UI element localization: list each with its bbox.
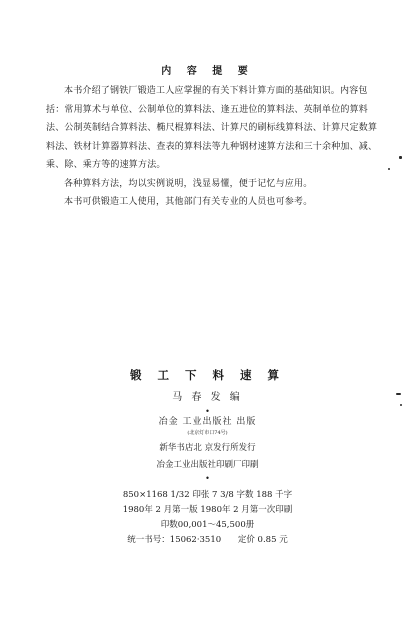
- scan-speck: [399, 156, 402, 159]
- publication-separator: •: [205, 474, 210, 483]
- summary-paragraph-3: 本书可供锻造工人使用，其他部门有关专业的人员也可参考。: [64, 197, 313, 207]
- price: 定价 0.85 元: [237, 535, 288, 545]
- printing-info: [0, 488, 415, 548]
- printer: 冶金工业出版社印刷厂印刷: [156, 460, 259, 470]
- publication-block: [0, 414, 415, 483]
- distributor: 新华书店北 京发行所发行: [159, 443, 256, 453]
- summary-paragraph-1: 本书介绍了钢铁厂锻造工人应掌握的有关下料计算方面的基础知识。内容包括：常用算术与单位、公制单位的算料法、逢五进位的算料法、英制单位的算料法、公制英制结合算料法、椭尺棍算料法、计算尺的刷标线算料法、计算尺定数算料法、铁材计算器算料法、查表的算料法等九种钢材速算方法和三十余种加、减、乘、除、乘方等的速算方法。: [46, 86, 378, 170]
- publisher: 冶金 工业出版社 出版: [158, 417, 257, 427]
- print-run: 印数00,001～45,500册: [160, 520, 255, 530]
- summary-text: [46, 82, 384, 212]
- book-title: 锻 工 下 料 速 算: [129, 368, 286, 382]
- book-title-block: [0, 360, 415, 416]
- scan-speck: [400, 404, 402, 406]
- edition-info: 1980年 2 月第一版 1980年 2 月第一次印刷: [122, 505, 293, 515]
- format-spec: 850×1168 1/32 印张 7 3/8 字数 188 千字: [122, 490, 293, 500]
- summary-paragraph-2: 各种算料方法，均以实例说明，浅显易懂，便于记忆与应用。: [64, 178, 313, 189]
- isbn-price-line: [0, 533, 415, 548]
- publisher-address: (北京灯市口74号): [187, 430, 228, 436]
- book-author: 马 春 发 编: [172, 392, 243, 403]
- isbn: 统一书号：15062·3510: [127, 535, 222, 545]
- scan-speck: [388, 168, 390, 170]
- summary-heading: 内 容 提 要: [161, 66, 254, 77]
- scan-speck: [396, 393, 401, 395]
- title-separator: •: [205, 407, 210, 416]
